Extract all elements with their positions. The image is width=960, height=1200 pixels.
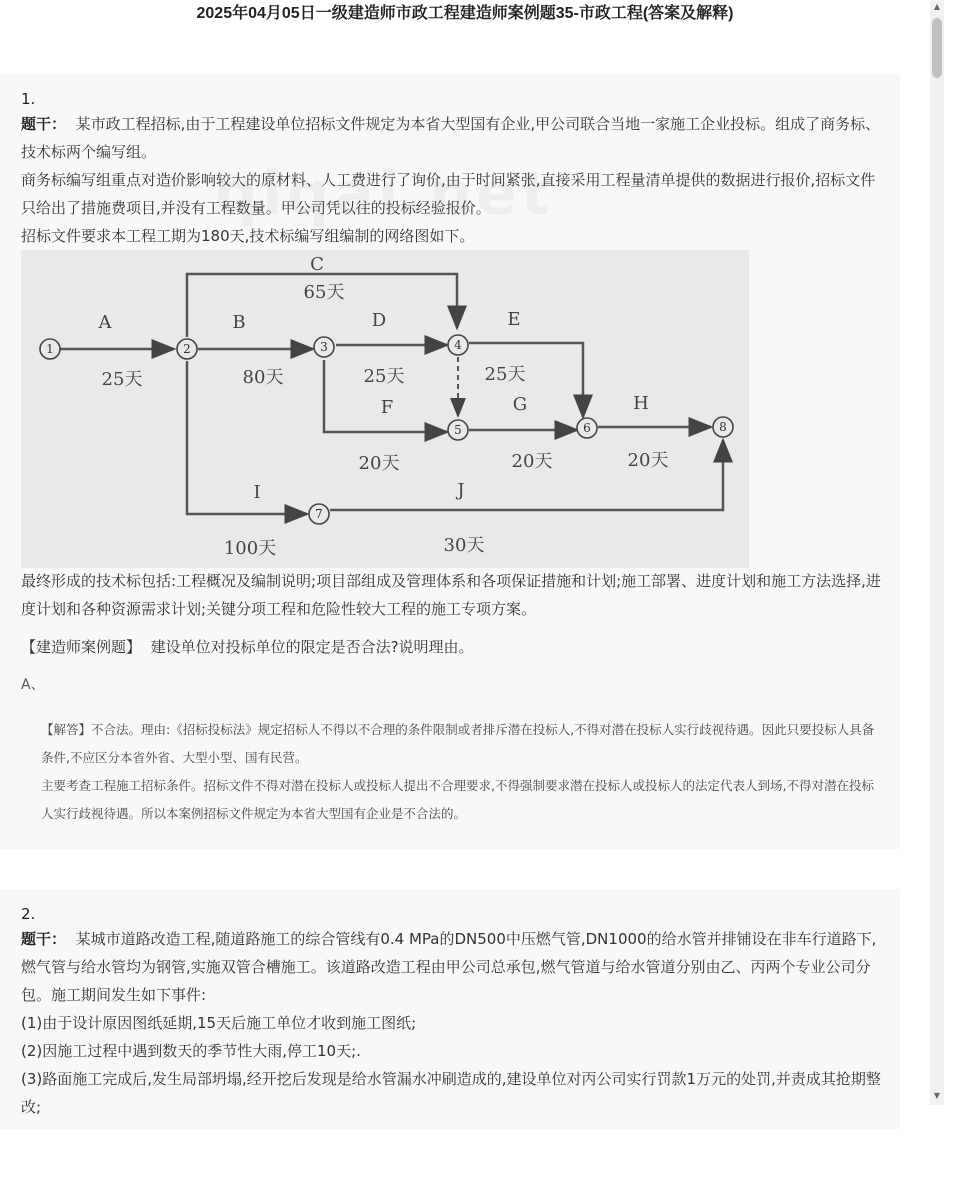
activity-name-b: B xyxy=(232,312,246,333)
stem-text: 某市政工程招标,由于工程建设单位招标文件规定为本省大型国有企业,甲公司联合当地一家施工企业投标。组成了商务标、技术标两个编写组。 xyxy=(21,115,881,161)
activity-duration-h: 20天 xyxy=(627,450,669,471)
activity-name-d: D xyxy=(371,310,387,331)
network-diagram xyxy=(21,250,749,568)
stem-label: 题干： xyxy=(21,115,67,133)
activity-name-c: C xyxy=(310,254,324,275)
scroll-up-arrow-icon[interactable]: ▲ xyxy=(933,2,941,11)
activity-name-j: J xyxy=(457,480,465,501)
question-text: 建设单位对投标单位的限定是否合法?说明理由。 xyxy=(150,638,474,656)
node-label: 3 xyxy=(320,340,328,354)
activity-name-a: A xyxy=(98,312,112,333)
question-prompt xyxy=(21,635,887,659)
activity-duration-f: 20天 xyxy=(358,453,400,474)
question-number: 1. xyxy=(21,90,36,108)
stem-paragraph-1 xyxy=(21,110,887,166)
stem-paragraph-2: (1)由于设计原因图纸延期,15天后施工单位才收到施工图纸; xyxy=(21,1014,417,1032)
question-tag: 【建造师案例题】 xyxy=(21,638,142,656)
question-card-1 xyxy=(0,74,900,849)
node-label: 6 xyxy=(583,421,591,435)
activity-duration-j: 30天 xyxy=(443,535,485,556)
stem-paragraph-1 xyxy=(21,925,887,1009)
question-number: 2. xyxy=(21,905,36,923)
scrollbar-thumb[interactable] xyxy=(932,18,942,78)
node-label: 1 xyxy=(46,342,54,356)
activity-duration-i: 100天 xyxy=(223,538,277,559)
scroll-down-arrow-icon[interactable]: ▼ xyxy=(933,1091,941,1100)
network-diagram-svg xyxy=(21,250,749,568)
node-label: 2 xyxy=(183,342,191,356)
answer-paragraph-1: 【解答】不合法。理由:《招标投标法》规定招标人不得以不合理的条件限制或者排斥潜在投标人,不得对潜在投标人实行歧视待遇。因此只要投标人具备条件,不应区分本省外省、大型小型、国有民营。 xyxy=(41,722,875,765)
activity-duration-c: 65天 xyxy=(303,282,345,303)
stem-paragraph-3: 招标文件要求本工程工期为180天,技术标编写组编制的网络图如下。 xyxy=(21,227,475,245)
option-a[interactable]: A、 xyxy=(21,677,45,693)
node-label: 8 xyxy=(719,420,727,434)
page-title: 2025年04月05日一级建造师市政工程建造师案例题35-市政工程(答案及解释) xyxy=(196,5,734,22)
activity-name-i: I xyxy=(253,482,261,503)
activity-duration-b: 80天 xyxy=(242,367,284,388)
node-label: 5 xyxy=(454,423,462,437)
stem-paragraph-4: (3)路面施工完成后,发生局部坍塌,经开挖后发现是给水管漏水冲刷造成的,建设单位对丙公司实行罚款1万元的处罚,并责成其抢期整改; xyxy=(21,1070,881,1116)
node-label: 7 xyxy=(315,507,323,521)
activity-duration-d: 25天 xyxy=(363,366,405,387)
stem-label: 题干： xyxy=(21,930,67,948)
activity-name-f: F xyxy=(380,397,394,418)
node-label: 4 xyxy=(454,338,462,352)
activity-name-e: E xyxy=(507,309,521,330)
stem-paragraph-2: 商务标编写组重点对造价影响较大的原材料、人工费进行了询价,由于时间紧张,直接采用工程量清单提供的数据进行报价,招标文件只给出了措施费项目,并没有工程数量。甲公司凭以往的投标经验报价。 xyxy=(21,171,876,217)
activity-name-g: G xyxy=(512,394,528,415)
stem-paragraph-4: 最终形成的技术标包括:工程概况及编制说明;项目部组成及管理体系和各项保证措施和计划;施工部署、进度计划和施工方法选择,进度计划和各种资源需求计划;关键分项工程和危险性较大工程的施工专项方案。 xyxy=(21,572,881,618)
answer-paragraph-2: 主要考查工程施工招标条件。招标文件不得对潜在投标人或投标人提出不合理要求,不得强制要求潜在投标人或投标人的法定代表人到场,不得对潜在投标人实行歧视待遇。所以本案例招标文件规定为本省大型国有企业是不合法的。 xyxy=(41,778,874,821)
activity-duration-e: 25天 xyxy=(484,364,526,385)
scrollbar-track[interactable] xyxy=(930,0,944,1105)
activity-duration-a: 25天 xyxy=(101,369,143,390)
activity-name-h: H xyxy=(633,393,649,414)
content-viewport[interactable] xyxy=(0,50,930,1116)
question-card-2 xyxy=(0,889,900,1129)
stem-paragraph-3: (2)因施工过程中遇到数天的季节性大雨,停工10天;. xyxy=(21,1042,361,1060)
stem-text: 某城市道路改造工程,随道路施工的综合管线有0.4 MPa的DN500中压燃气管,DN1000的给水管并排铺设在非车行道路下,燃气管与给水管均为钢管,实施双管合槽施工。该道路改造工程由甲公司总承包,燃气管道与给水管道分别由乙、丙两个专业公司分包。施工期间发生如下事件: xyxy=(21,930,877,1004)
activity-duration-g: 20天 xyxy=(511,451,553,472)
